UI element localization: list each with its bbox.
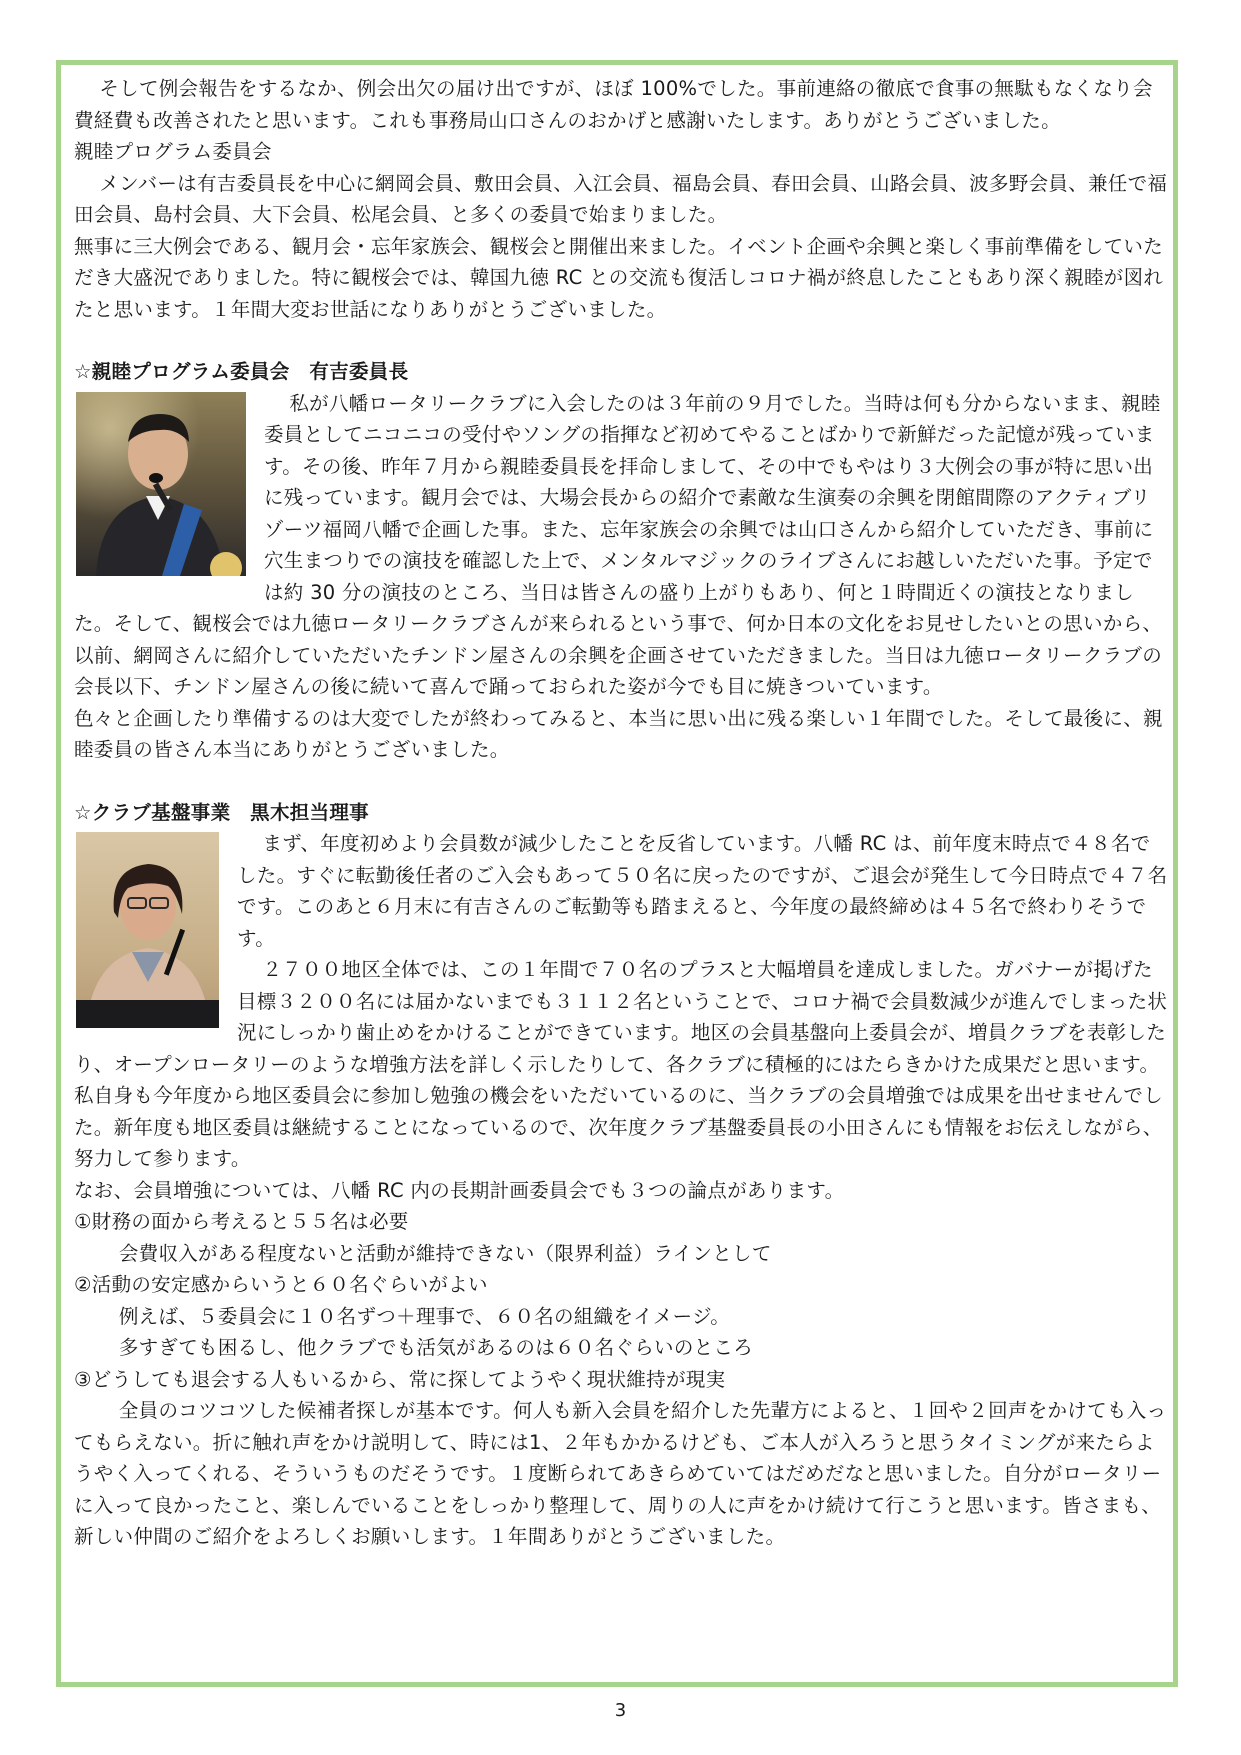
intro-paragraph-members: メンバーは有吉委員長を中心に網岡会員、敷田会員、入江会員、福島会員、春田会員、山路会員、波多野会員、兼任で福田会員、島村会員、大下会員、松尾会員、と多くの委員で始まりました。 [74, 171, 1168, 226]
section2-point-3: ③どうしても退会する人もいるから、常に探してようやく現状維持が現実 [74, 1367, 726, 1391]
section2-paragraph-membership: まず、年度初めより会員数が減少したことを反省しています。八幡 RC は、前年度末時点で４８名でした。すぐに転勤後任者のご入会もあって５０名に戻ったのですが、ご退会が発生して今日時点で４７名です。このあと６月末に有吉さんのご転勤等も踏まえると、今年度の最終締めは４５名で終わりそうです。 [237, 832, 1168, 950]
section-heading-club-base: ☆クラブ基盤事業 黒木担当理事 [74, 800, 369, 824]
section1-paragraph-thanks: 色々と企画したり準備するのは大変でしたが終わってみると、本当に思い出に残る楽しい１年間でした。そして最後に、親睦委員の皆さん本当にありがとうございました。 [74, 706, 1163, 761]
page-content [74, 73, 1170, 1553]
intro-paragraph-attendance: そして例会報告をするなか、例会出欠の届け出ですが、ほぼ 100%でした。事前連絡の徹底で食事の無駄もなくなり会費経費も改善されたと思います。これも事務局山口さんのおかげと感謝いたします。ありがとうございました。 [74, 77, 1153, 132]
section2-paragraph-self: 私自身も今年度から地区委員会に参加し勉強の機会をいただいているのに、当クラブの会員増強では成果を出せませんでした。新年度も地区委員は継続することになっているので、次年度クラブ基盤委員長の小田さんにも情報をお伝えしながら、努力して参ります。 [74, 1084, 1164, 1170]
photo-ariyoshi [76, 392, 246, 576]
section2-paragraph-district: ２７００地区全体では、この１年間で７０名のプラスと大幅増員を達成しました。ガバナーが掲げた目標３２００名には届かないまでも３１１２名ということで、コロナ禍で会員数減少が進んでしまった状況にしっかり歯止めをかけることができています。地区の会員基盤向上委員会が、増員クラブを表彰したり、オープンロータリーのような増強方法を詳しく示したりして、各クラブに積極的にはたらきかけた成果だと思います。 [74, 958, 1168, 1076]
section2-point-2-detail-2: 多すぎても困るし、他クラブでも活気があるのは６０名ぐらいのところ [118, 1336, 754, 1359]
section-heading-friendship: ☆親睦プログラム委員会 有吉委員長 [74, 360, 409, 383]
section1-paragraph-story: 私が八幡ロータリークラブに入会したのは３年前の９月でした。当時は何も分からないまま、親睦委員としてニコニコの受付やソングの指揮など初めてやることばかりで新鮮だった記憶が残っています。その後、昨年７月から親睦委員長を拝命しまして、その中でもやはり３大例会の事が特に思い出に残っています。観月会では、大場会長からの紹介で素敵な生演奏の余興を閉館間際のアクティブリゾーツ福岡八幡で企画した事。また、忘年家族会の余興では山口さんから紹介していただき、事前に穴生まつりでの演技を確認した上で、メンタルマジックのライブさんにお越しいただいた事。予定では約 30 分の演技のところ、当日は皆さんの盛り上がりもあり、何と１時間近くの演技となりました。そして、観桜会では九徳ロータリークラブさんが来られるという事で、何か日本の文化をお見せしたいとの思いから、以前、網岡さんに紹介していただいたチンドン屋さんの余興を企画させていただきました。当日は九徳ロータリークラブの会長以下、チンドン屋さんの後に続いて喜んで踊っておられた姿が今でも目に焼きついています。 [74, 391, 1163, 698]
intro-paragraph-events: 無事に三大例会である、観月会・忘年家族会、観桜会と開催出来ました。イベント企画や余興と楽しく事前準備をしていただき大盛況でありました。特に観桜会では、韓国九徳 RC との交流も復活しコロナ禍が終息したこともあり深く親睦が図れたと思います。１年間大変お世話になりありがとうございました。 [74, 234, 1164, 321]
page-number: 3 [614, 1700, 627, 1721]
intro-committee-title: 親睦プログラム委員会 [74, 140, 272, 163]
section2-point-2-detail-1: 例えば、５委員会に１０名ずつ＋理事で、６０名の組織をイメージ。 [118, 1304, 731, 1328]
section2-point-2: ②活動の安定感からいうと６０名ぐらいがよい [74, 1273, 488, 1296]
section2-paragraph-points-intro: なお、会員増強については、八幡 RC 内の長期計画委員会でも３つの論点があります。 [74, 1178, 845, 1202]
photo-kuroki [76, 832, 219, 1028]
section2-paragraph-closing: 全員のコツコツした候補者探しが基本です。何人も新入会員を紹介した先輩方によると、１回や２回声をかけても入ってもらえない。折に触れ声をかけ説明して、時には1、２年もかかるけども、ご本人が入ろうと思うタイミングが来たらようやく入ってくれる、そういうものだそうです。１度断られてあきらめていてはだめだなと思いました。自分がロータリーに入って良かったこと、楽しんでいることをしっかり整理して、周りの人に声をかけ続けて行こうと思います。皆さまも、新しい仲間のご紹介をよろしくお願いします。１年間ありがとうございました。 [74, 1399, 1167, 1548]
section2-point-1-detail: 会費収入がある程度ないと活動が維持できない（限界利益）ラインとして [118, 1241, 772, 1265]
section2-point-1: ①財務の面から考えると５５名は必要 [74, 1210, 409, 1233]
